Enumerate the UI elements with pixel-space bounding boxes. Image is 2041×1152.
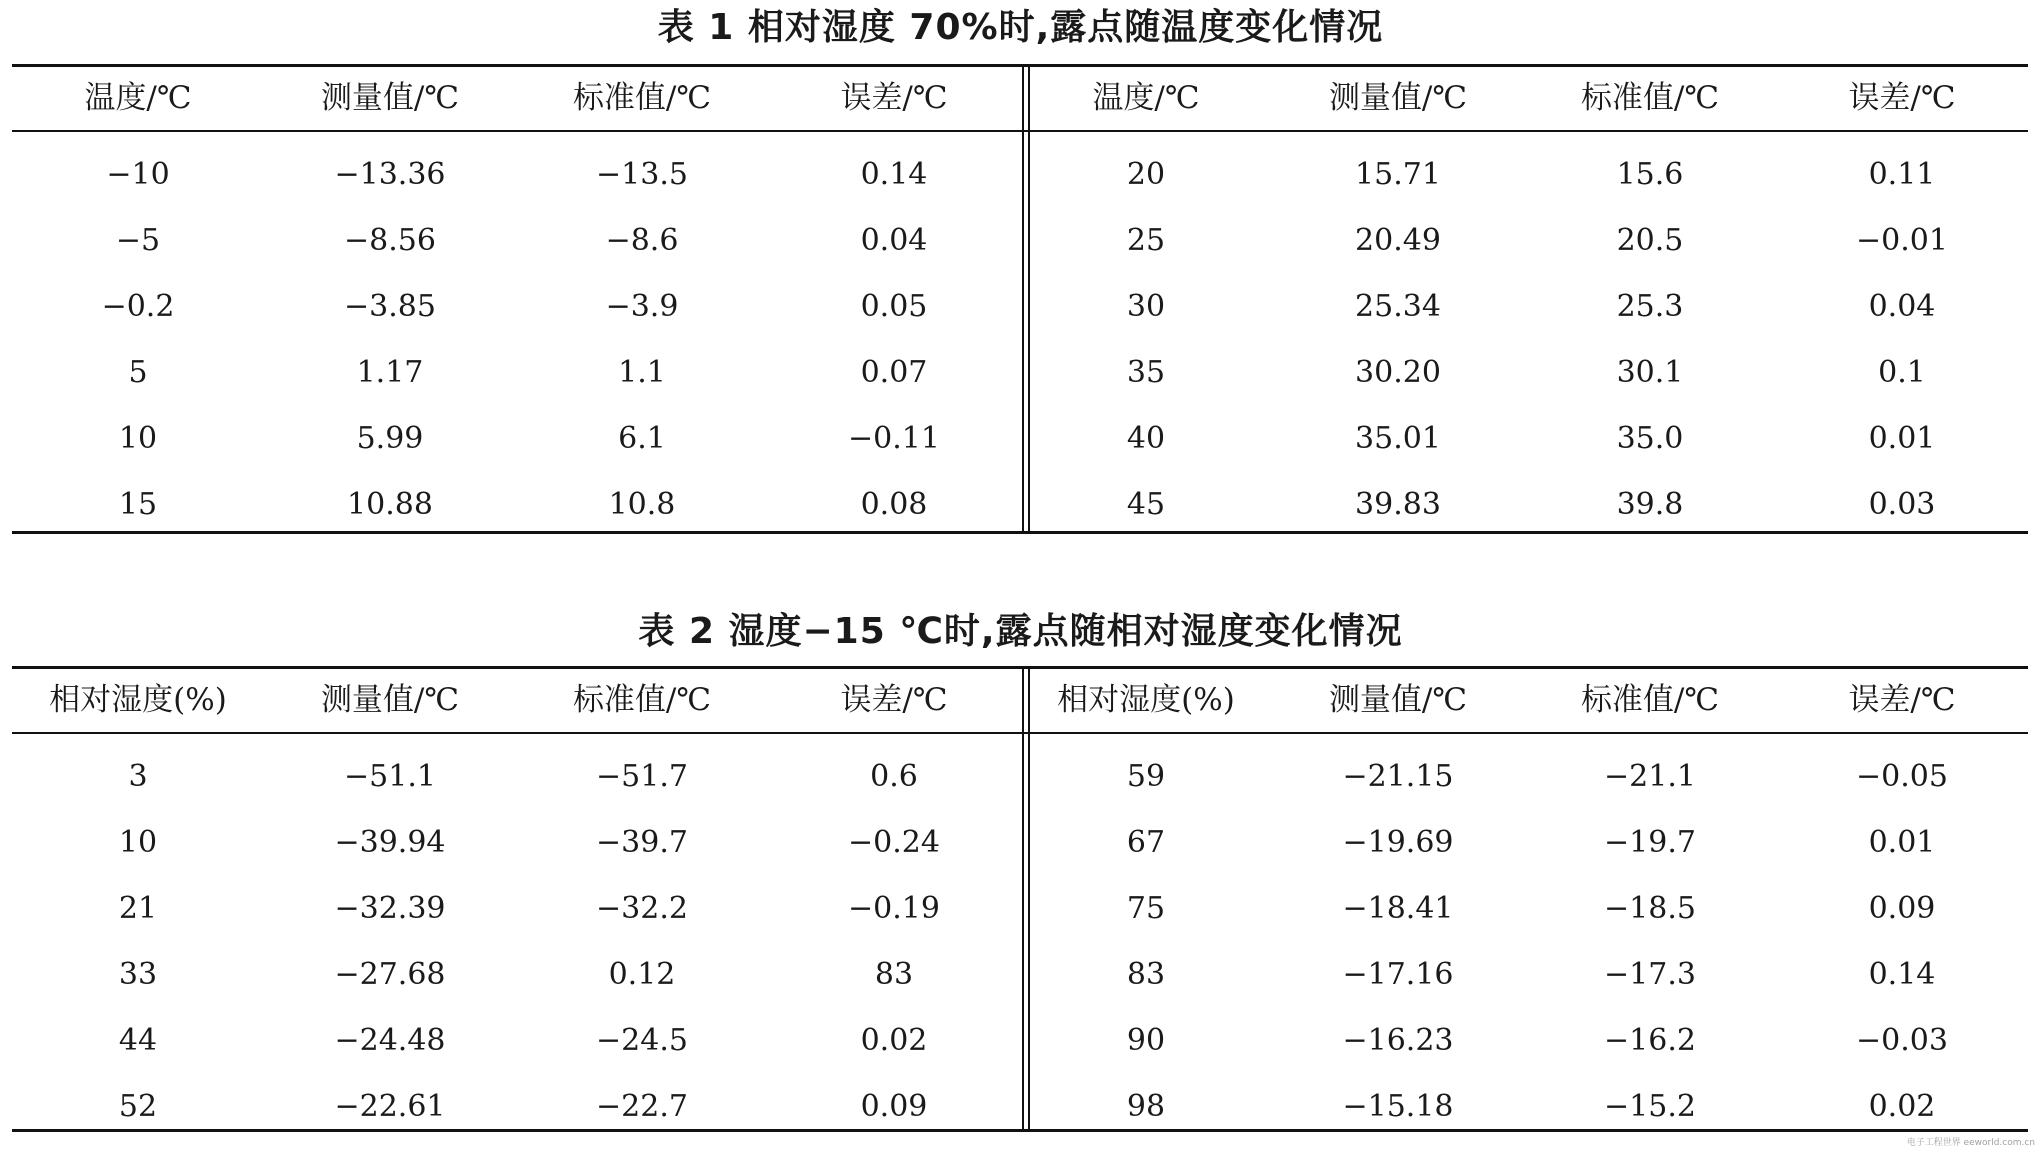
table-cell: −51.1	[344, 759, 436, 794]
table-row	[12, 142, 2028, 208]
table-row	[12, 406, 2028, 472]
table-cell: −0.03	[1856, 1023, 1948, 1058]
table-cell: 98	[1126, 1089, 1166, 1124]
table-cell: 39.83	[1355, 487, 1441, 522]
table-cell: 1.17	[356, 355, 424, 390]
table-cell: −5	[115, 223, 161, 258]
table-cell: 59	[1126, 759, 1166, 794]
table-cell: 0.01	[1868, 421, 1936, 456]
table-cell: −3.9	[605, 289, 679, 324]
table-cell: 83	[1126, 957, 1166, 992]
table-cell: 5.99	[356, 421, 424, 456]
table-cell: −13.5	[596, 157, 688, 192]
table-row	[12, 472, 2028, 538]
table-cell: 0.03	[1868, 487, 1936, 522]
table-cell: −17.3	[1604, 957, 1696, 992]
table-cell: 67	[1126, 825, 1166, 860]
table-cell: 0.01	[1868, 825, 1936, 860]
table-cell: −10	[106, 157, 170, 192]
table-cell: 21	[118, 891, 158, 926]
table-1	[12, 64, 2028, 534]
table-cell: 25	[1126, 223, 1166, 258]
table-cell: 3	[128, 759, 148, 794]
table-row	[12, 1008, 2028, 1074]
table-cell: 44	[118, 1023, 158, 1058]
table-cell: −0.11	[848, 421, 940, 456]
table-cell: 90	[1126, 1023, 1166, 1058]
table-cell: −16.2	[1604, 1023, 1696, 1058]
table-cell: 35.0	[1616, 421, 1684, 456]
table-cell: −18.41	[1342, 891, 1454, 926]
table-cell: 0.14	[860, 157, 928, 192]
column-header: 标准值/℃	[572, 682, 712, 718]
table-cell: 20.5	[1616, 223, 1684, 258]
table-cell: −16.23	[1342, 1023, 1454, 1058]
table-cell: −0.2	[101, 289, 175, 324]
table-cell: 10.88	[347, 487, 433, 522]
table-cell: −21.1	[1604, 759, 1696, 794]
table-cell: 10	[118, 421, 158, 456]
table-row	[12, 942, 2028, 1008]
table-cell: 20	[1126, 157, 1166, 192]
table-cell: 10.8	[608, 487, 676, 522]
column-header: 误差/℃	[1848, 80, 1956, 116]
table-cell: 15	[118, 487, 158, 522]
table-cell: 0.04	[860, 223, 928, 258]
table-row	[12, 744, 2028, 810]
table-cell: 0.05	[860, 289, 928, 324]
table-cell: −18.5	[1604, 891, 1696, 926]
table-cell: −8.6	[605, 223, 679, 258]
table-row	[12, 340, 2028, 406]
table-cell: −17.16	[1342, 957, 1454, 992]
table-cell: −32.39	[334, 891, 446, 926]
table-row	[12, 876, 2028, 942]
table-cell: 1.1	[618, 355, 666, 390]
table-cell: 83	[874, 957, 914, 992]
column-header: 标准值/℃	[1580, 682, 1720, 718]
table-cell: −13.36	[334, 157, 446, 192]
table-cell: 0.02	[860, 1023, 928, 1058]
table-cell: −39.94	[334, 825, 446, 860]
column-header: 相对湿度(%)	[1057, 682, 1235, 718]
column-header: 测量值/℃	[1328, 80, 1468, 116]
table-cell: −24.5	[596, 1023, 688, 1058]
table-1-caption: 表 1 相对湿度 70%时,露点随温度变化情况	[657, 7, 1384, 48]
table-cell: −0.19	[848, 891, 940, 926]
table-cell: 40	[1126, 421, 1166, 456]
table-row	[12, 208, 2028, 274]
column-header: 标准值/℃	[1580, 80, 1720, 116]
table-cell: −27.68	[334, 957, 446, 992]
column-header: 误差/℃	[840, 682, 948, 718]
table-cell: 33	[118, 957, 158, 992]
table-cell: −39.7	[596, 825, 688, 860]
header-row	[12, 666, 2028, 734]
table-cell: 5	[128, 355, 148, 390]
table-cell: 0.09	[1868, 891, 1936, 926]
table-cell: 0.07	[860, 355, 928, 390]
table-cell: −0.01	[1856, 223, 1948, 258]
column-header: 误差/℃	[840, 80, 948, 116]
column-header: 测量值/℃	[320, 682, 460, 718]
column-header: 误差/℃	[1848, 682, 1956, 718]
table-cell: 10	[118, 825, 158, 860]
table-cell: 6.1	[618, 421, 666, 456]
table-cell: 0.6	[870, 759, 918, 794]
table-cell: 39.8	[1616, 487, 1684, 522]
table-cell: 0.11	[1868, 157, 1936, 192]
table-cell: 15.6	[1616, 157, 1684, 192]
table-cell: 20.49	[1355, 223, 1441, 258]
table-cell: 0.09	[860, 1089, 928, 1124]
table-cell: −0.05	[1856, 759, 1948, 794]
table-cell: 45	[1126, 487, 1166, 522]
table-cell: 30.1	[1616, 355, 1684, 390]
table-cell: 35.01	[1355, 421, 1441, 456]
table-cell: −0.24	[848, 825, 940, 860]
table-cell: 52	[118, 1089, 158, 1124]
column-header: 温度/℃	[84, 80, 192, 116]
table-cell: −3.85	[344, 289, 436, 324]
table-cell: 75	[1126, 891, 1166, 926]
column-header: 温度/℃	[1092, 80, 1200, 116]
table-cell: −51.7	[596, 759, 688, 794]
table-cell: 30	[1126, 289, 1166, 324]
table-cell: 15.71	[1355, 157, 1441, 192]
table-cell: −19.69	[1342, 825, 1454, 860]
table-cell: −22.7	[596, 1089, 688, 1124]
table-cell: 25.34	[1355, 289, 1441, 324]
table-cell: 30.20	[1355, 355, 1441, 390]
column-header: 相对湿度(%)	[49, 682, 227, 718]
table-cell: 0.12	[608, 957, 676, 992]
table-cell: −22.61	[334, 1089, 446, 1124]
column-header: 标准值/℃	[572, 80, 712, 116]
column-header: 测量值/℃	[1328, 682, 1468, 718]
table-cell: 0.14	[1868, 957, 1936, 992]
table-row	[12, 1074, 2028, 1140]
watermark-logo: 电子工程世界 eeworld.com.cn	[1906, 1138, 2035, 1148]
table-cell: −32.2	[596, 891, 688, 926]
column-header: 测量值/℃	[320, 80, 460, 116]
table-cell: 25.3	[1616, 289, 1684, 324]
table-cell: −24.48	[334, 1023, 446, 1058]
table-row	[12, 274, 2028, 340]
table-cell: −21.15	[1342, 759, 1454, 794]
table-cell: −15.2	[1604, 1089, 1696, 1124]
table-cell: 0.04	[1868, 289, 1936, 324]
header-row	[12, 64, 2028, 132]
table-cell: 35	[1126, 355, 1166, 390]
table-cell: −19.7	[1604, 825, 1696, 860]
table-2-caption: 表 2 湿度−15 ℃时,露点随相对湿度变化情况	[638, 611, 1403, 652]
table-cell: −8.56	[344, 223, 436, 258]
table-2	[12, 666, 2028, 1132]
table-cell: 0.08	[860, 487, 928, 522]
table-cell: −15.18	[1342, 1089, 1454, 1124]
table-row	[12, 810, 2028, 876]
table-cell: 0.02	[1868, 1089, 1936, 1124]
table-cell: 0.1	[1878, 355, 1926, 390]
